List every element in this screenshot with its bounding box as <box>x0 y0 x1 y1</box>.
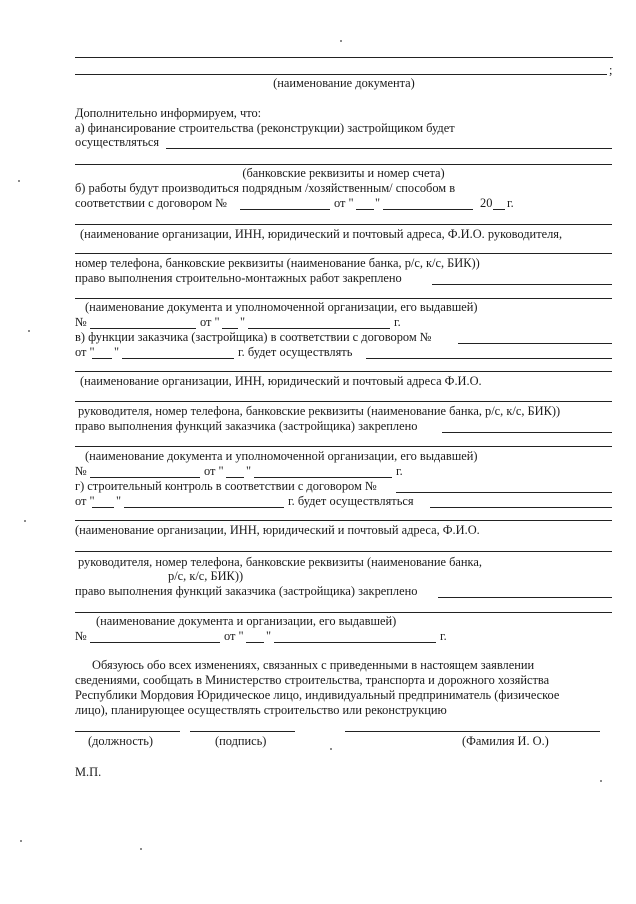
scan-speck <box>20 840 22 842</box>
section-g-caption-head-1: руководителя, номер телефона, банковские реквизиты (наименование банка, <box>78 555 482 569</box>
section-b-org-blank-2 <box>75 253 612 254</box>
header-blank-line-1 <box>75 57 613 58</box>
section-b-no: № <box>75 315 87 329</box>
section-g-line-1: г) строительный контроль в соответствии с договором № <box>75 479 377 493</box>
section-v-caption-org: (наименование организации, ИНН, юридический и почтовый адреса Ф.И.О. <box>80 374 482 388</box>
section-b-contract-label: соответствии с договором № <box>75 196 228 210</box>
name-blank <box>345 731 600 732</box>
section-v-line-1: в) функции заказчика (застройщика) в соответствии с договором № <box>75 330 432 344</box>
position-blank <box>75 731 180 732</box>
scan-speck <box>140 848 142 850</box>
section-b-year-blank <box>493 209 505 210</box>
section-b-line-1: б) работы будут производиться подрядным /хозяйственным/ способом в <box>75 181 456 195</box>
section-b-doc-day-blank <box>222 328 238 329</box>
section-g-rights: право выполнения функций заказчика (застройщика) закреплено <box>75 584 418 598</box>
section-g-day-blank <box>92 507 114 508</box>
obligation-line-2: сведениями, сообщать в Министерство строительства, транспорта и дорожного хозяйства <box>75 673 550 687</box>
section-g-rights-blank <box>438 597 612 598</box>
section-g-caption-head-2: р/с, к/с, БИК)) <box>168 569 244 583</box>
section-v-rights-blank <box>442 432 612 433</box>
section-b-rights-blank-2 <box>75 298 612 299</box>
section-g-from: от " <box>75 494 95 508</box>
scan-speck <box>340 40 342 42</box>
section-a-line-2: осуществляться <box>75 135 160 149</box>
section-b-day-blank <box>356 209 374 210</box>
section-g-org-blank <box>75 520 612 521</box>
section-a-line-1: а) финансирование строительства (реконструкции) застройщиком будет <box>75 121 455 135</box>
financing-blank <box>166 148 612 149</box>
section-b-doc-g: г. <box>394 315 401 329</box>
obligation-line-1: Обязуюсь обо всех изменениях, связанных с приведенными в настоящем заявлении <box>92 658 535 672</box>
section-v-rights: право выполнения функций заказчика (застройщика) закреплено <box>75 419 418 433</box>
section-b-doc-number-blank <box>90 328 196 329</box>
section-b-rights: право выполнения строительно-монтажных работ закреплено <box>75 271 402 285</box>
section-v-org-blank-2 <box>75 401 612 402</box>
section-b-rights-blank <box>432 284 612 285</box>
section-b-caption-phone: номер телефона, банковские реквизиты (наименование банка, р/с, к/с, БИК)) <box>75 256 480 270</box>
section-g-caption-doc: (наименование документа и организации, его выдавшей) <box>96 614 397 628</box>
section-g-month-blank <box>124 507 284 508</box>
section-v-doc-number-blank <box>90 477 200 478</box>
section-g-org-blank-2 <box>75 551 612 552</box>
section-v-will-perform: г. будет осуществлять <box>238 345 353 359</box>
section-b-doc-from: от " <box>200 315 220 329</box>
section-g-rights-blank-2 <box>75 612 612 613</box>
intro-line: Дополнительно информируем, что: <box>75 106 262 120</box>
section-v-from: от " <box>75 345 95 359</box>
signature-caption: (подпись) <box>215 734 267 748</box>
section-b-caption-org: (наименование организации, ИНН, юридический и почтовый адреса, Ф.И.О. руководителя, <box>80 227 563 241</box>
section-v-caption-head: руководителя, номер телефона, банковские реквизиты (наименование банка, р/с, к/с, БИК)) <box>78 404 561 418</box>
scan-speck <box>28 330 30 332</box>
section-g-doc-day-blank <box>246 642 264 643</box>
header-semicolon: ; <box>609 63 613 77</box>
section-v-rights-blank-2 <box>75 446 612 447</box>
obligation-line-4: лицо), планирующее осуществлять строительство или реконструкцию <box>75 703 447 717</box>
section-v-doc-quote: " <box>246 464 252 478</box>
section-b-quote: " <box>375 196 381 210</box>
header-blank-line-2 <box>75 74 607 75</box>
stamp-label: М.П. <box>75 765 102 779</box>
section-v-day-blank <box>92 358 112 359</box>
position-caption: (должность) <box>88 734 154 748</box>
section-v-org-blank <box>75 371 612 372</box>
section-b-g: г. <box>507 196 514 210</box>
section-v-caption-doc: (наименование документа и уполномоченной организации, его выдавшей) <box>85 449 478 463</box>
name-caption: (Фамилия И. О.) <box>462 734 549 748</box>
section-b-year: 20 <box>480 196 493 210</box>
caption-document-name: (наименование документа) <box>273 76 415 90</box>
scan-speck <box>330 748 332 750</box>
section-b-doc-quote: " <box>240 315 246 329</box>
section-g-doc-g: г. <box>440 629 447 643</box>
section-g-doc-quote: " <box>266 629 272 643</box>
section-v-no: № <box>75 464 87 478</box>
scan-speck <box>24 520 26 522</box>
section-v-contract-blank <box>458 343 612 344</box>
section-b-caption-doc: (наименование документа и уполномоченной организации, его выдавшей) <box>85 300 478 314</box>
section-g-will-perform: г. будет осуществляться <box>288 494 414 508</box>
section-g-doc-number-blank <box>90 642 220 643</box>
scan-speck <box>600 780 602 782</box>
section-v-quote: " <box>114 345 120 359</box>
section-v-month-blank <box>122 358 234 359</box>
scan-speck <box>18 180 20 182</box>
section-g-no: № <box>75 629 87 643</box>
section-v-perform-blank <box>366 358 612 359</box>
section-g-doc-month-blank <box>274 642 436 643</box>
section-g-quote: " <box>116 494 122 508</box>
obligation-line-3: Республики Мордовия Юридическое лицо, индивидуальный предприниматель (физическое <box>75 688 560 702</box>
section-v-doc-from: от " <box>204 464 224 478</box>
section-b-doc-month-blank <box>248 328 390 329</box>
section-g-contract-blank <box>396 492 612 493</box>
section-v-doc-day-blank <box>226 477 244 478</box>
section-g-perform-blank <box>430 507 612 508</box>
section-b-contract-number-blank <box>240 209 330 210</box>
section-g-doc-from: от " <box>224 629 244 643</box>
section-b-from: от " <box>334 196 354 210</box>
caption-bank-details: (банковские реквизиты и номер счета) <box>242 166 445 180</box>
section-v-doc-g: г. <box>396 464 403 478</box>
section-b-org-blank <box>75 224 612 225</box>
section-b-month-blank <box>383 209 473 210</box>
financing-blank-2 <box>75 164 612 165</box>
section-g-caption-org: (наименование организации, ИНН, юридический и почтовый адреса, Ф.И.О. <box>75 523 480 537</box>
section-v-doc-month-blank <box>254 477 392 478</box>
signature-blank <box>190 731 295 732</box>
